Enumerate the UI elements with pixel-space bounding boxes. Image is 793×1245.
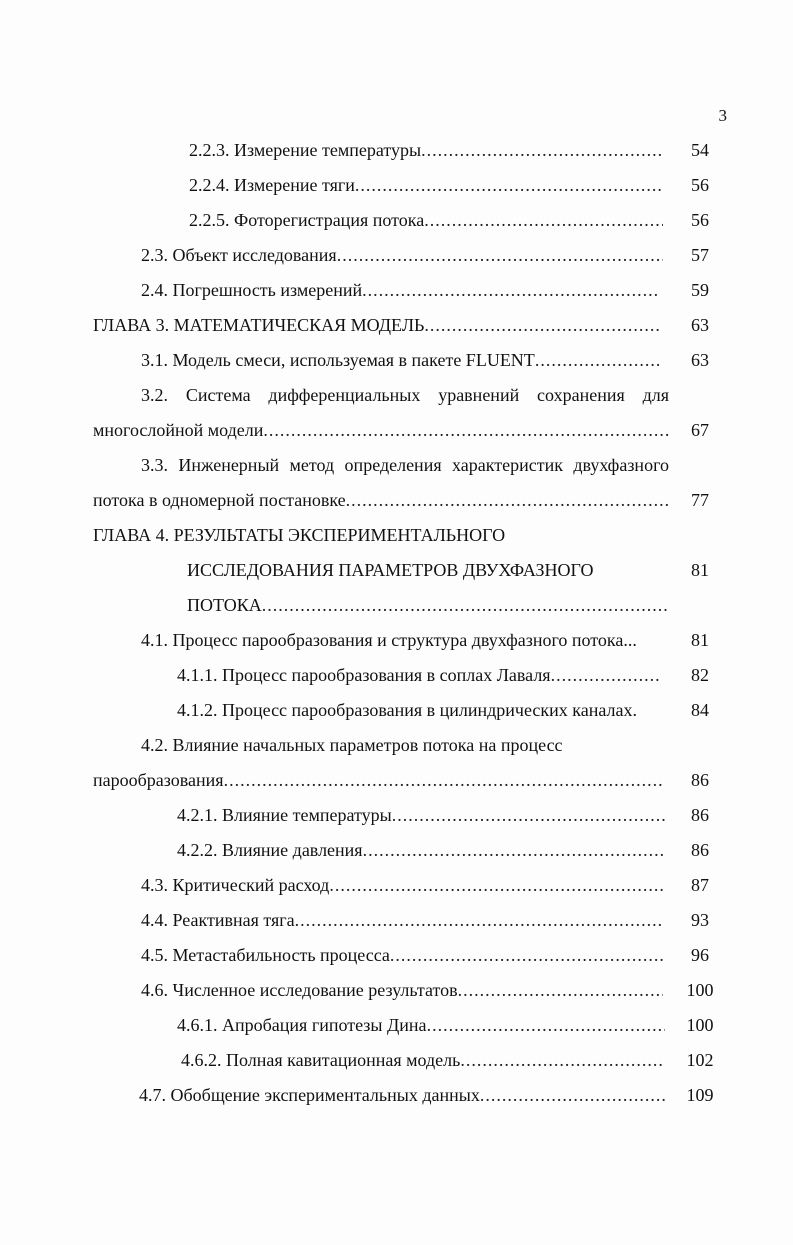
toc-chapter-continuation [187, 594, 669, 616]
toc-chapter-title: ГЛАВА 3. МАТЕМАТИЧЕСКАЯ МОДЕЛЬ [93, 315, 425, 335]
toc-chapter-title-continued: ПОТОКА [187, 595, 262, 615]
toc-leader-dots [460, 1049, 665, 1071]
toc-page-number: 59 [691, 280, 709, 300]
toc-entry-title: 4.4. Реактивная тяга [141, 910, 295, 930]
toc-entry [139, 1084, 667, 1106]
toc-leader-dots [295, 909, 663, 931]
toc-entry [189, 139, 663, 161]
toc-entry-continuation [93, 769, 663, 791]
toc-chapter-title: ГЛАВА 4. РЕЗУЛЬТАТЫ ЭКСПЕРИМЕНТАЛЬНОГО [93, 525, 506, 545]
toc-leader-dots [355, 174, 663, 196]
toc-page-number: 67 [691, 420, 709, 440]
toc-entry-title: 4.7. Обобщение экспериментальных данных [139, 1085, 480, 1105]
toc-entry [141, 944, 663, 966]
toc-entry-title: 4.2. Влияние начальных параметров потока на процесс [141, 735, 563, 755]
toc-leader-dots [390, 944, 663, 966]
toc-page-number: 93 [691, 910, 709, 930]
toc-page-number: 81 [691, 630, 709, 650]
toc-page-number: 86 [691, 770, 709, 790]
toc-entry-title: 3.2. Система дифференциальных уравнений сохранения для [141, 385, 669, 405]
toc-page-number: 56 [691, 175, 709, 195]
toc-leader-dots [329, 874, 663, 896]
toc-entry-title: 2.4. Погрешность измерений [141, 280, 363, 300]
toc-entry [141, 979, 663, 1001]
toc-leader-dots [362, 279, 659, 301]
toc-page-number: 109 [686, 1085, 714, 1105]
toc-entry [141, 909, 663, 931]
toc-leader-dots [363, 839, 665, 861]
toc-leader-dots [263, 419, 669, 441]
toc-entry-title: 2.2.4. Измерение тяги [189, 175, 355, 195]
page-number: 3 [718, 106, 727, 125]
toc-entry [141, 874, 663, 896]
toc-entry-title: 3.1. Модель смеси, используемая в пакете FLUENT [141, 350, 535, 370]
toc-leader-dots [458, 979, 663, 1001]
toc-entry [189, 209, 663, 231]
toc-entry-title: 4.6.1. Апробация гипотезы Дина [177, 1015, 427, 1035]
toc-entry-title: 2.2.3. Измерение температуры [189, 140, 422, 160]
toc-page-number: 57 [691, 245, 709, 265]
toc-page-number: 63 [691, 315, 709, 335]
toc-leader-dots [427, 1014, 665, 1036]
toc-entry-title: 4.1.1. Процесс парообразования в соплах Лаваля [177, 665, 551, 685]
toc-page-number: 96 [691, 945, 709, 965]
toc-page-number: 86 [691, 805, 709, 825]
toc-entry-title: 4.5. Метастабильность процесса [141, 945, 390, 965]
toc-chapter [93, 314, 661, 336]
toc-leader-dots [392, 804, 665, 826]
toc-entry [177, 839, 665, 861]
toc-entry-title-continued: многослойной модели [93, 420, 264, 440]
toc-entry-continuation [93, 489, 669, 511]
toc-entry-title: 4.1.2. Процесс парообразования в цилиндрических каналах. [177, 700, 637, 720]
toc-page-number: 86 [691, 840, 709, 860]
toc-entry [177, 1014, 665, 1036]
toc-entry [181, 1049, 665, 1071]
toc-entry [177, 664, 659, 686]
toc-page-number: 77 [691, 490, 709, 510]
toc-leader-dots [224, 769, 663, 791]
toc-entry-title: 4.1. Процесс парообразования и структура двухфазного потока... [141, 630, 637, 650]
toc-entry [141, 279, 659, 301]
toc-entry-continuation [93, 419, 669, 441]
toc-leader-dots [421, 139, 663, 161]
toc-page-number: 63 [691, 350, 709, 370]
toc-page-number: 56 [691, 210, 709, 230]
toc-page-number: 54 [691, 140, 709, 160]
toc-page-number: 84 [691, 700, 709, 720]
toc-leader-dots [535, 349, 659, 371]
toc-leader-dots [480, 1084, 667, 1106]
toc-leader-dots [424, 314, 661, 336]
toc-entry-title: 4.2.1. Влияние температуры [177, 805, 392, 825]
toc-entry-title: 2.2.5. Фоторегистрация потока [189, 210, 425, 230]
toc-entry-title: 4.2.2. Влияние давления [177, 840, 363, 860]
toc-page-number: 81 [691, 560, 709, 580]
toc-page-number: 87 [691, 875, 709, 895]
toc-page-number: 102 [686, 1050, 714, 1070]
toc-chapter-title-continued: ИССЛЕДОВАНИЯ ПАРАМЕТРОВ ДВУХФАЗНОГО [187, 560, 594, 580]
toc-entry [141, 244, 663, 266]
toc-entry [189, 174, 663, 196]
toc-entry-title: 4.6.2. Полная кавитационная модель [181, 1050, 461, 1070]
toc-page-number: 100 [686, 980, 714, 1000]
toc-entry-title: 2.3. Объект исследования [141, 245, 337, 265]
toc-leader-dots [424, 209, 663, 231]
toc-entry [141, 349, 659, 371]
toc-entry-title: 3.3. Инженерный метод определения характеристик двухфазного [141, 455, 669, 475]
toc-entry-title: 4.3. Критический расход [141, 875, 330, 895]
toc-leader-dots [551, 664, 659, 686]
toc-page-number: 82 [691, 665, 709, 685]
toc-entry [177, 804, 665, 826]
toc-entry-title-continued: потока в одномерной постановке [93, 490, 346, 510]
toc-entry-title: 4.6. Численное исследование результатов [141, 980, 458, 1000]
toc-leader-dots [346, 489, 669, 511]
toc-leader-dots [262, 594, 669, 616]
toc-leader-dots [337, 244, 663, 266]
toc-entry-title-continued: парообразования [93, 770, 224, 790]
toc-page-number: 100 [686, 1015, 714, 1035]
